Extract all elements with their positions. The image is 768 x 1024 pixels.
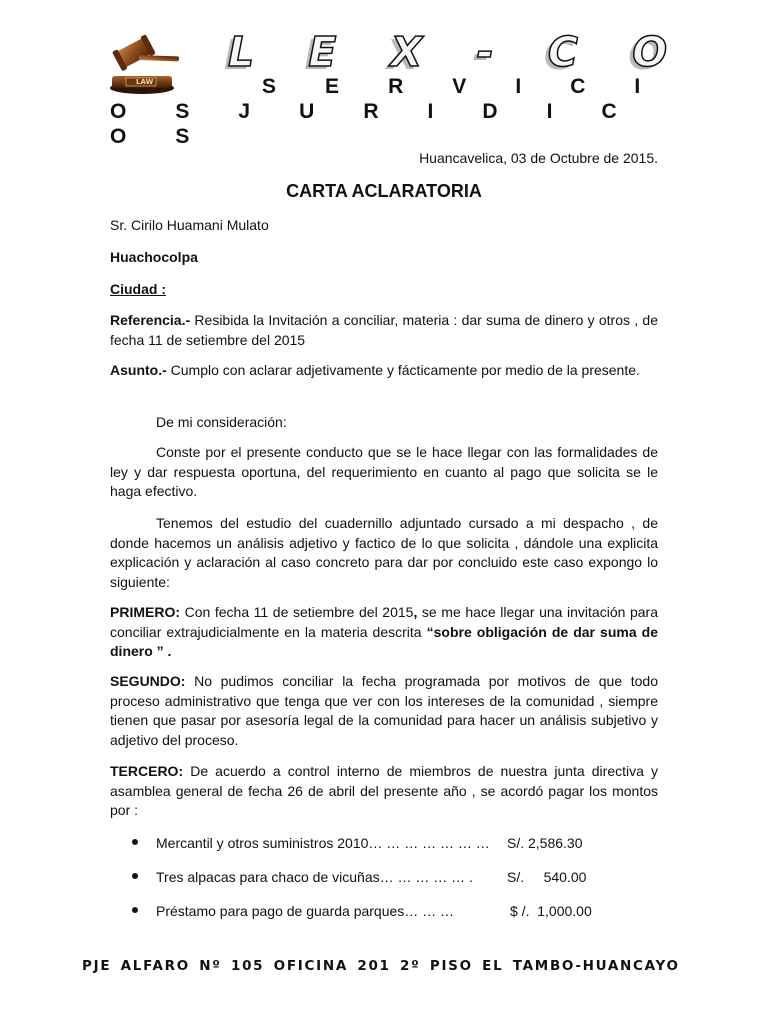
recipient-place: Huachocolpa	[110, 249, 198, 265]
reference-text: Resibida la Invitación a conciliar, materia : dar suma de dinero y otros , de fecha 11 de setiembre del 2015	[110, 312, 658, 348]
list-item-text: Mercantil y otros suministros 2010… … … … … … …	[156, 835, 490, 851]
list-item-amount: $ /. 1,000.00	[510, 903, 592, 919]
third-point-paragraph	[110, 762, 658, 821]
bullet-icon	[132, 907, 138, 913]
second-point-text: No pudimos conciliar la fecha programada por motivos de que todo proceso administrativo que tenga que ver con los intereses de la comunidad , siempre tienen que pasar por asesoría legal de la comunidad para hacer un análisis subjetivo y adjetivo del proceso.	[110, 673, 658, 748]
first-point-quote: “sobre obligación de dar suma de dinero ” .	[110, 623, 658, 660]
reference-paragraph	[110, 311, 658, 350]
first-point-label: PRIMERO:	[110, 604, 180, 620]
list-item-text: Préstamo para pago de guarda parques… … …	[156, 903, 455, 919]
subject-text: Cumplo con aclarar adjetivamente y fácticamente por medio de la presente.	[166, 362, 640, 378]
second-point-paragraph	[110, 672, 658, 750]
recipient-name: Sr. Cirilo Huamani Mulato	[110, 217, 269, 233]
logo-label: LAW	[136, 78, 154, 86]
brand-subtitle: S E R V I C I O S J U R I D I C O S	[110, 75, 655, 148]
body-paragraph-2: Tenemos del estudio del cuadernillo adjuntado cursado a mi despacho , de donde hacemos un análisis adjetivo y factico de lo que solicita , dándole una explicita explicación y aclaración al caso concreto para dar por concluido este caso expongo lo siguiente:	[110, 515, 658, 590]
body-paragraph-1: Conste por el presente conducto que se le hace llegar con las formalidades de ley y dar respuesta oportuna, del requerimiento en cuanto al pago que solicita se le haga efectivo.	[110, 444, 658, 500]
third-point-text: De acuerdo a control interno de miembros de nuestra junta directiva y asamblea general de fecha 26 de abril del presente año , se acordó pagar los montos por :	[110, 763, 658, 819]
bullet-icon	[132, 839, 138, 845]
letter-date: Huancavelica, 03 de Octubre de 2015.	[419, 150, 658, 166]
third-point-label: TERCERO:	[110, 763, 184, 779]
first-point-text-2: se me hace llegar una invitación para conciliar extrajudicialmente en la materia descrita	[110, 604, 659, 640]
list-item-amount: S/. 540.00	[507, 869, 587, 885]
subject-paragraph	[110, 361, 658, 381]
greeting: De mi consideración:	[156, 414, 287, 430]
recipient-city	[110, 280, 658, 300]
list-item-amount: S/. 2,586.30	[507, 835, 583, 851]
subject-label: Asunto.-	[110, 362, 167, 378]
recipient-city-label: Ciudad :	[110, 281, 166, 297]
first-point-text: Con fecha 11 de setiembre del 2015	[180, 604, 414, 620]
list-item-text: Tres alpacas para chaco de vicuñas… … … … … .	[156, 869, 473, 885]
first-point-paragraph: PRIMERO: Con fecha 11 de setiembre del 2015, se me hace llegar una invitación para conciliar extrajudicialmente en la materia descrita “sobre obligación de dar suma de dinero ” .	[110, 604, 659, 660]
footer-address: PJE ALFARO Nº 105 OFICINA 201 2º PISO EL TAMBO-HUANCAYO	[82, 958, 680, 974]
second-point-label: SEGUNDO:	[110, 673, 186, 689]
bullet-icon	[132, 873, 138, 879]
reference-label: Referencia.-	[110, 312, 191, 328]
brand-name: L E X - C O	[228, 28, 688, 76]
letter-title: CARTA ACLARATORIA	[286, 181, 482, 201]
